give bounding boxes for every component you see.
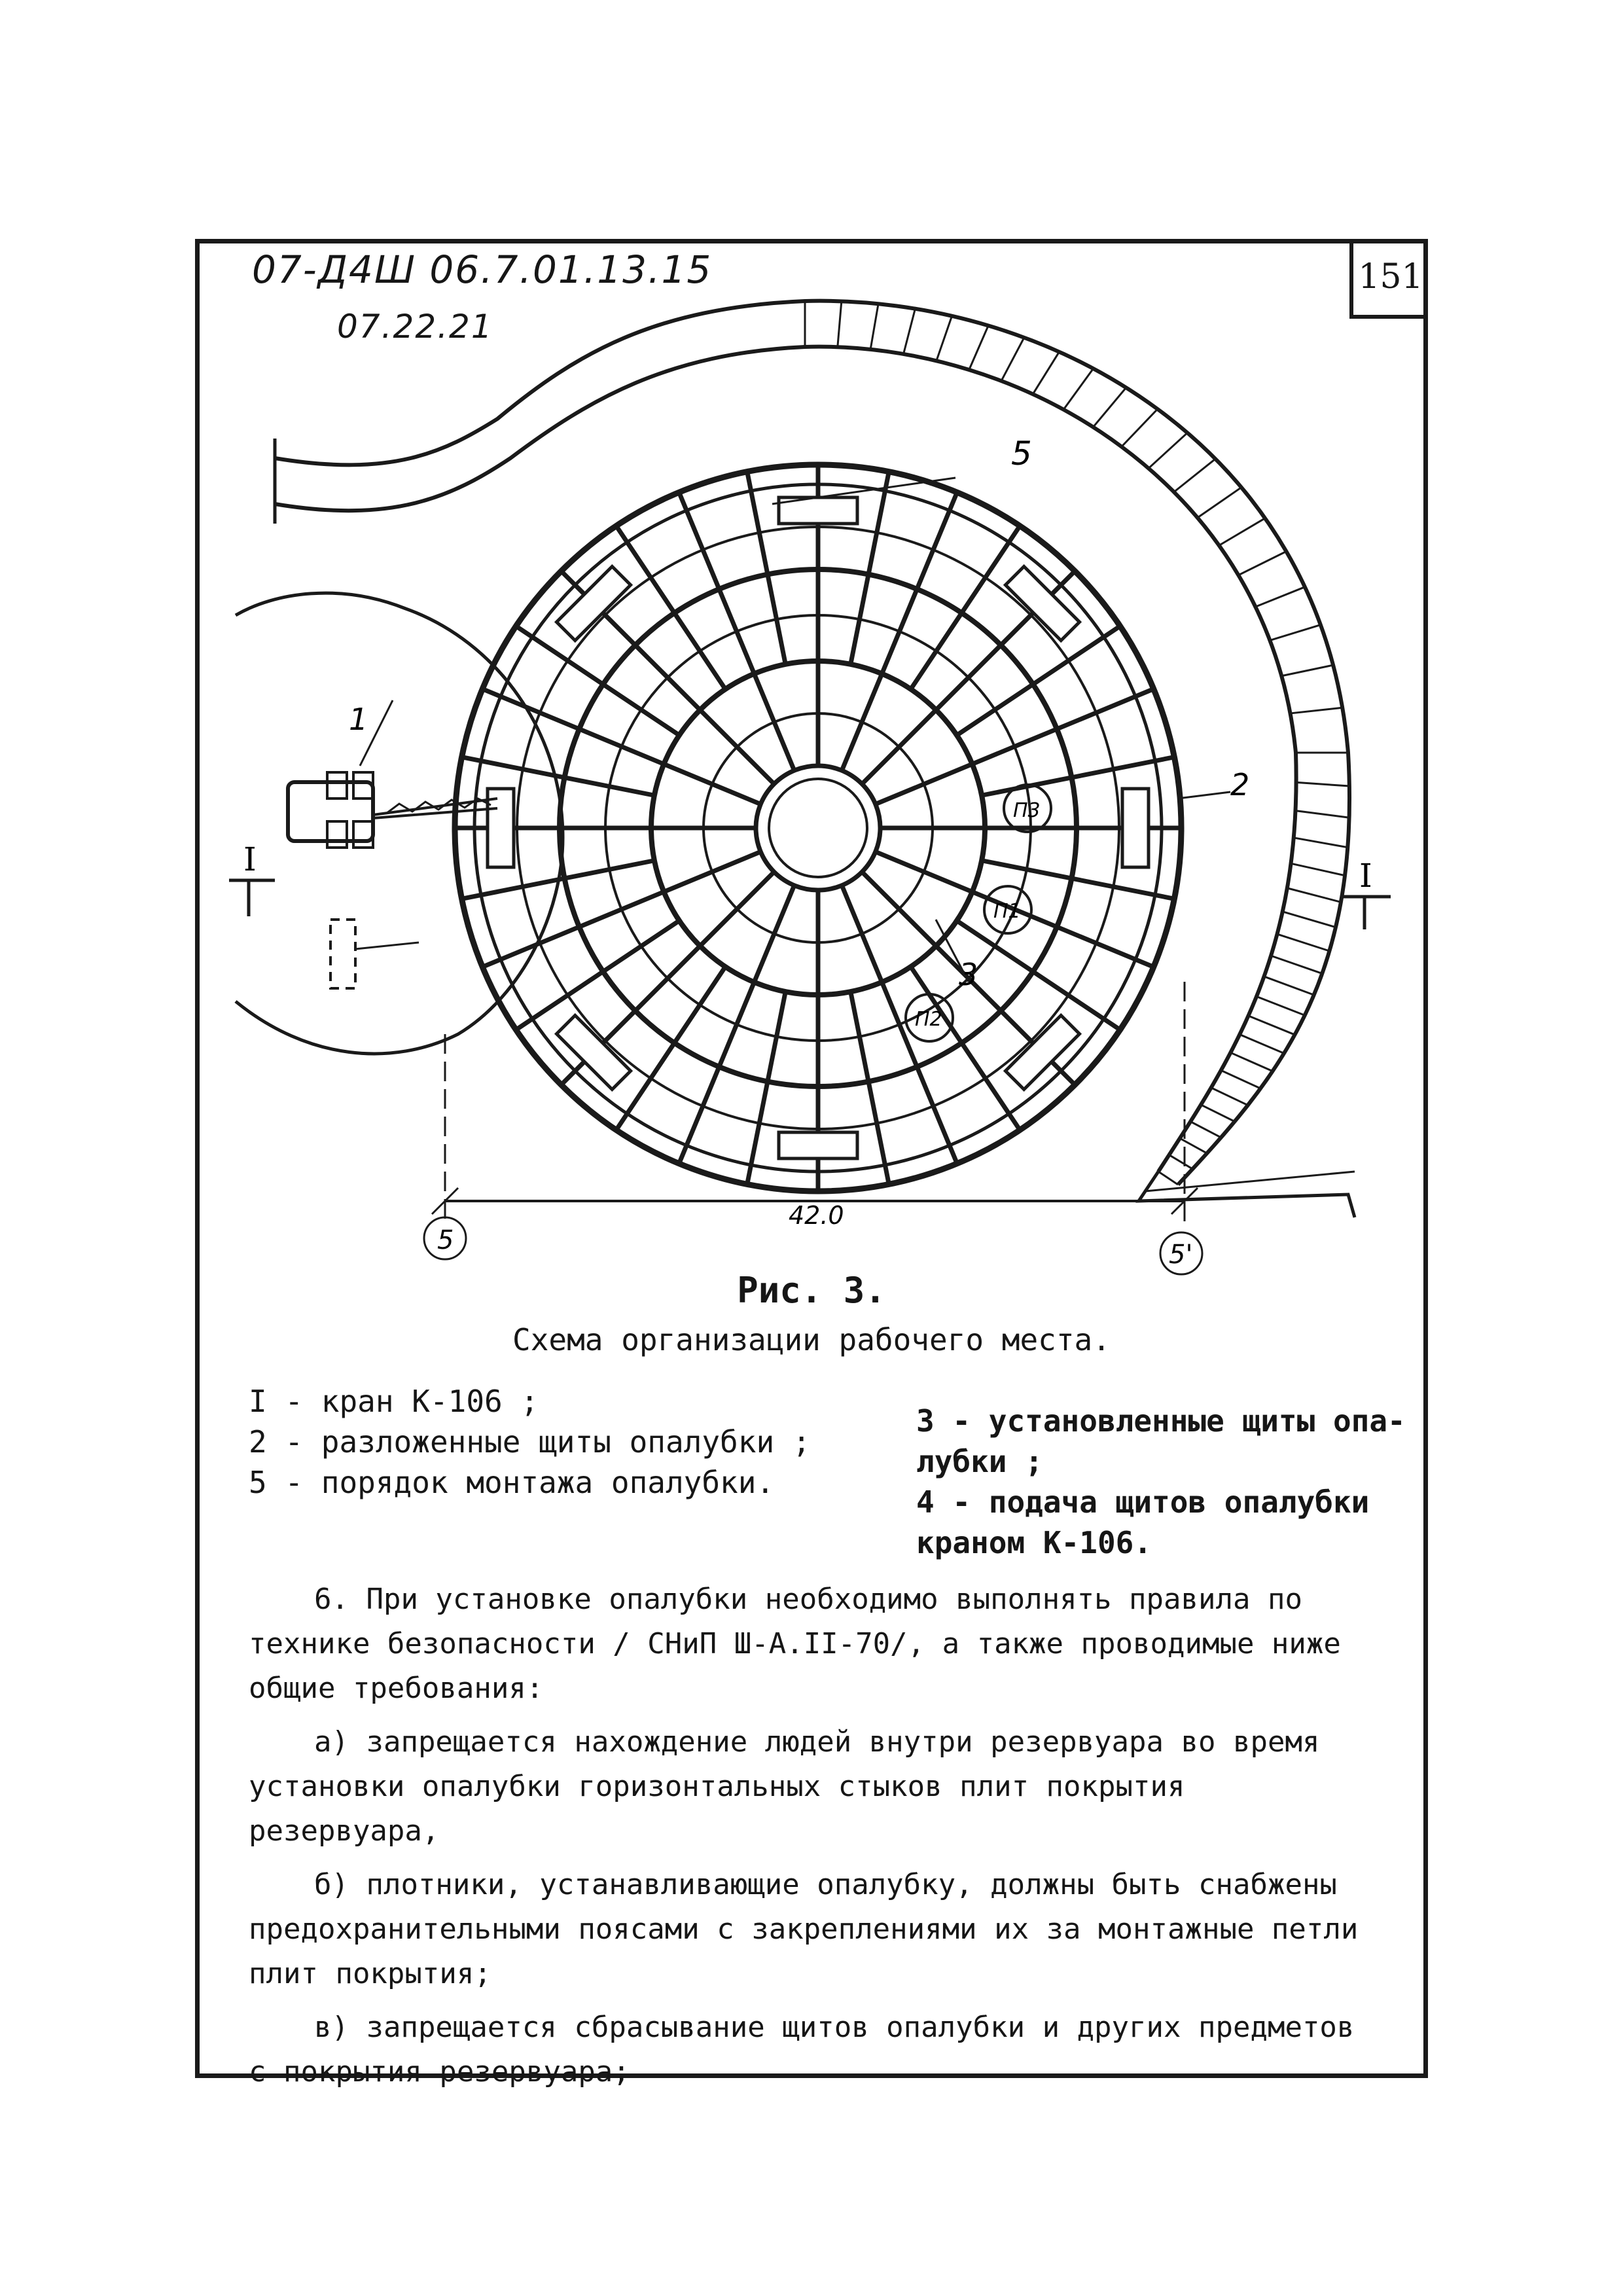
road-tick (1270, 625, 1320, 641)
road-tick (1271, 956, 1322, 973)
road-tick (1290, 708, 1342, 713)
road-tick (1093, 387, 1126, 427)
road-tick (1287, 888, 1341, 902)
label-p2: П2 (915, 1008, 942, 1031)
legend-item: I - кран К-106 ; (249, 1384, 539, 1419)
road-tick (1240, 1035, 1284, 1054)
road-tick (1264, 977, 1314, 995)
road-tick (1211, 1088, 1248, 1105)
road-tick (1149, 433, 1187, 468)
section-mark-right: I (1359, 857, 1372, 895)
road-tick (1291, 863, 1345, 875)
radial-rib (911, 526, 1020, 689)
road-tick (870, 304, 878, 350)
road-tick (1277, 934, 1330, 951)
road-tick (1201, 1105, 1235, 1122)
label-p1: П1 (993, 900, 1021, 923)
label-item3: 3 (959, 957, 978, 992)
figure-subtitle: Схема организации рабочего места. (512, 1322, 1111, 1357)
road-tick (1033, 352, 1059, 395)
formwork-panel-stack (779, 1132, 857, 1158)
radial-rib (616, 967, 726, 1130)
requirement-a: а) запрещается нахождение людей внутри резервуара во время установки опалубки горизонтальных стыков плит покрытия резервуара, (249, 1725, 1320, 1848)
road-tick (1296, 811, 1349, 818)
label-item1: 1 (349, 702, 368, 737)
road-tick (1169, 1155, 1192, 1169)
formwork-panel-stack (1122, 789, 1149, 867)
radial-rib (957, 626, 1120, 736)
road-tick (1230, 1052, 1272, 1071)
radial-rib (616, 526, 726, 689)
legend-right (916, 1401, 1406, 1563)
body-text (249, 1577, 1387, 2104)
road-tick (1283, 912, 1336, 927)
paragraph-6: 6. При установке опалубки необходимо выполнять правила по технике безопасности / СНиП Ш-А.II-70/, а также проводимые ниже общие требования: (249, 1583, 1341, 1705)
road-tick (1257, 997, 1305, 1016)
doc-code-line2: 07.22.21 (337, 308, 493, 346)
radial-rib (516, 626, 679, 736)
road-tick (838, 301, 842, 347)
road-tick (1001, 338, 1024, 381)
road-tick (1221, 1070, 1260, 1088)
requirement-b: б) плотники, устанавливающие опалубку, должны быть снабжены предохранительными поясами с закреплениями их за монтажные петли плит покрытия; (249, 1868, 1359, 1990)
road-tick (1158, 1172, 1178, 1185)
legend-item: краном К-106. (916, 1525, 1152, 1560)
label-item2: 2 (1230, 767, 1250, 802)
road-tick (1255, 587, 1305, 607)
label-item5: 5 (1011, 435, 1032, 473)
section-mark-left: I (243, 840, 257, 878)
road-tick (969, 326, 988, 370)
road-tick (1198, 488, 1241, 518)
requirement-v: в) запрещается сбрасывание щитов опалубки и других предметов с покрытия резервуара; (249, 2011, 1355, 2089)
road-tick (1063, 368, 1093, 410)
figure-title: Рис. 3. (737, 1270, 886, 1311)
legend-item: 4 - подача щитов опалубки (916, 1484, 1370, 1520)
road-tick (1219, 518, 1265, 546)
legend-left (249, 1381, 811, 1503)
dimension-label: 42.0 (789, 1201, 844, 1230)
legend-item: лубки ; (916, 1444, 1043, 1479)
page-number: 151 (1349, 239, 1428, 319)
axis-label-right: 5' (1169, 1240, 1193, 1270)
road-tick (1281, 665, 1333, 676)
legend-item: 5 - порядок монтажа опалубки. (249, 1465, 775, 1500)
legend-item: 2 - разложенные щиты опалубки ; (249, 1424, 811, 1460)
radial-rib (957, 921, 1120, 1030)
road-tick (1294, 838, 1348, 848)
road-tick (1174, 459, 1215, 492)
road-tick (1296, 782, 1349, 786)
road-tick (904, 309, 916, 354)
label-p3: П3 (1013, 799, 1041, 822)
road-tick (1122, 409, 1158, 447)
road-tick (1238, 552, 1286, 575)
road-tick (1190, 1122, 1221, 1138)
doc-code-line1: 07-Д4Ш 06.7.01.13.15 (252, 247, 713, 292)
road-tick (1249, 1016, 1295, 1035)
road-tick (936, 316, 952, 361)
legend-item: 3 - установленные щиты опа- (916, 1403, 1406, 1439)
axis-label-left: 5 (437, 1225, 454, 1255)
